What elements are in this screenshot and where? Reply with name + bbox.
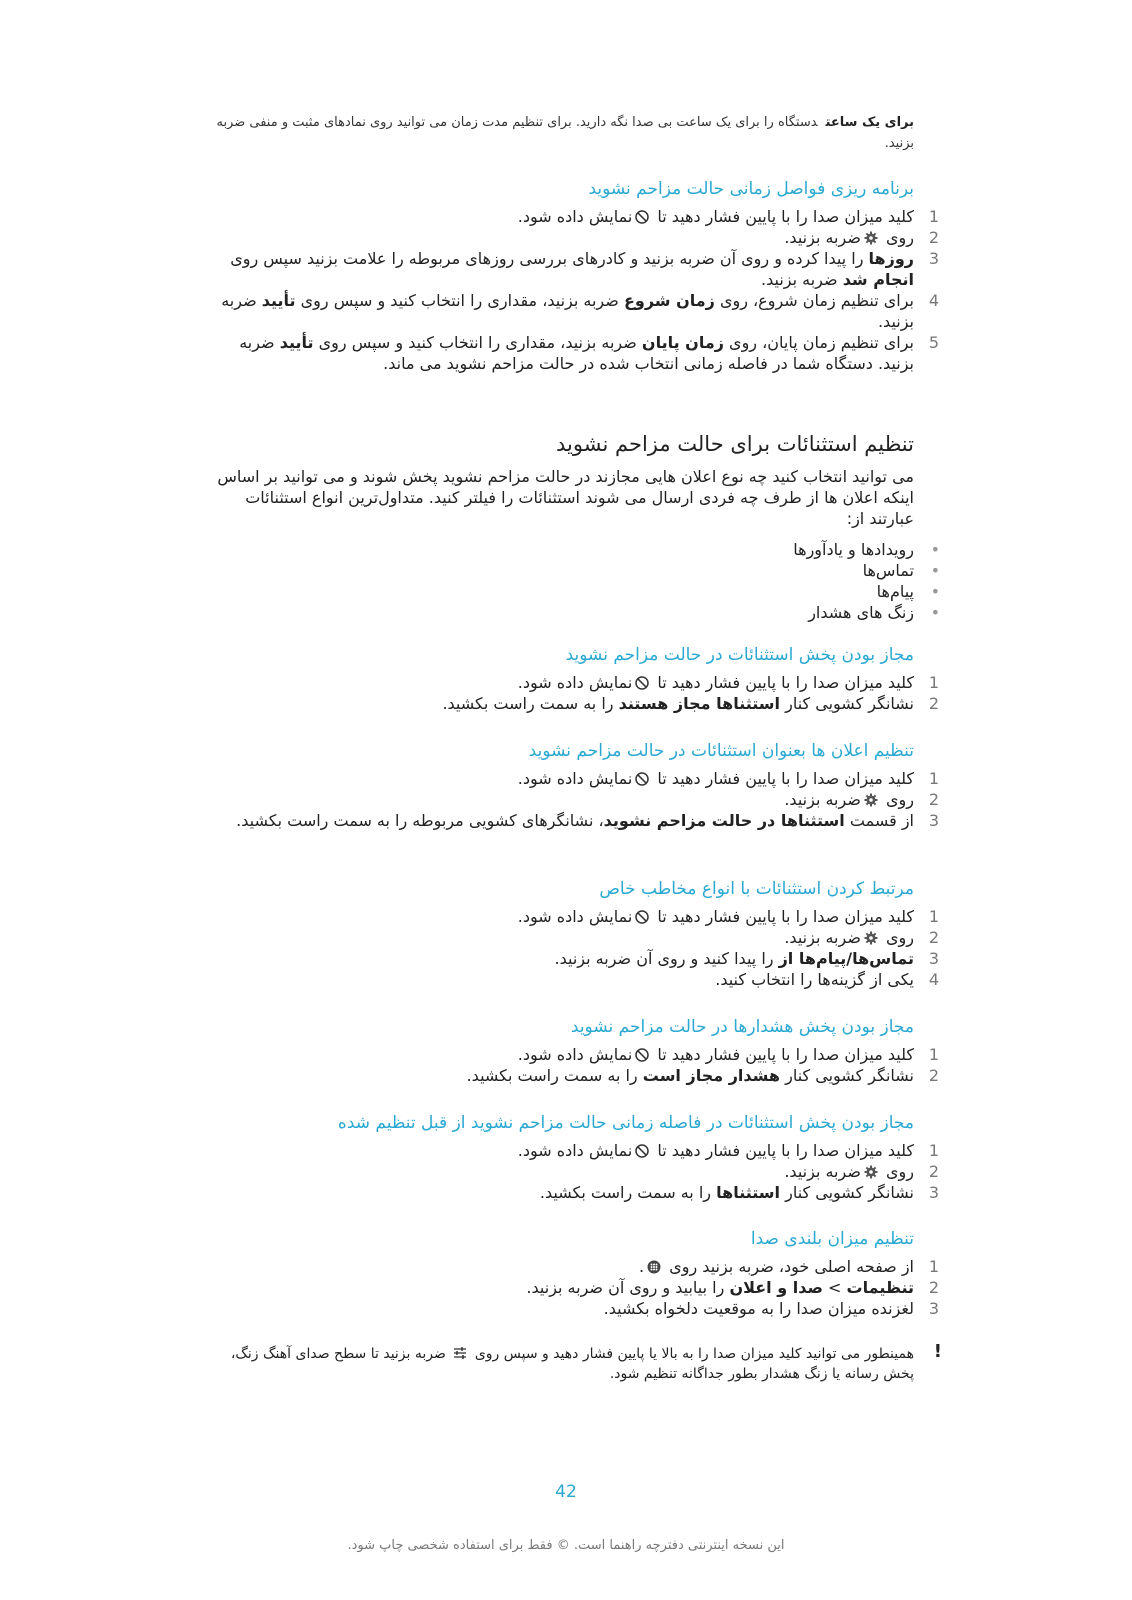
step-text: ضربه بزنید. bbox=[784, 228, 861, 247]
step-number: 2 bbox=[928, 790, 940, 809]
step-bold: زمان شروع bbox=[623, 291, 715, 310]
step-text: نمایش داده شود. bbox=[517, 207, 633, 226]
step bbox=[200, 948, 940, 969]
gear-icon bbox=[864, 1165, 878, 1179]
section-title: مجاز بودن پخش استثنائات در حالت مزاحم نشوید bbox=[565, 645, 914, 665]
apps-grid-icon bbox=[647, 1260, 661, 1274]
step-text: . bbox=[639, 1257, 645, 1276]
step bbox=[200, 693, 940, 714]
step-text: نمایش داده شود. bbox=[517, 907, 633, 926]
step-text: ضربه بزنید. bbox=[784, 1162, 861, 1181]
step-bold: صدا و اعلان bbox=[729, 1278, 823, 1297]
step-number: 1 bbox=[928, 207, 940, 226]
section-title: مجاز بودن پخش استثنائات در فاصله زمانی حالت مزاحم نشوید از قبل تنظیم شده bbox=[337, 1113, 914, 1133]
section-title: مجاز بودن پخش هشدارها در حالت مزاحم نشوید bbox=[570, 1017, 914, 1037]
step-text: نمایش داده شود. bbox=[517, 1045, 633, 1064]
step-text: نمایش داده شود. bbox=[517, 769, 633, 788]
step-number: 1 bbox=[928, 1045, 940, 1064]
section-heading: تنظیم استثنائات برای حالت مزاحم نشوید bbox=[556, 432, 914, 456]
step-text: کلید میزان صدا را با پایین فشار دهید تا bbox=[657, 673, 914, 692]
step bbox=[200, 290, 940, 332]
step-number: 2 bbox=[928, 1162, 940, 1181]
section-title: مرتبط کردن استثنائات با انواع مخاطب خاص bbox=[599, 879, 914, 899]
step-text: نمایش داده شود. bbox=[517, 673, 633, 692]
step-number: 1 bbox=[928, 1141, 940, 1160]
step-text: را به سمت راست بکشید. bbox=[539, 1183, 711, 1202]
step-text: را به سمت راست بکشید. bbox=[442, 694, 614, 713]
steps-list bbox=[200, 1044, 940, 1086]
step bbox=[200, 248, 940, 290]
step-text: را به سمت راست بکشید. bbox=[466, 1066, 638, 1085]
section-notifications-exceptions bbox=[200, 740, 940, 831]
step-text: نشانگر کشویی کنار bbox=[785, 1183, 914, 1202]
list-item: • تماس‌ها bbox=[862, 561, 940, 580]
section-scheduled-exceptions bbox=[200, 1112, 940, 1203]
steps-list bbox=[200, 906, 940, 990]
step-bold: تماس‌ها/پیام‌ها از bbox=[778, 949, 914, 968]
section-volume bbox=[200, 1228, 940, 1319]
note bbox=[200, 1341, 942, 1384]
list-item-text: زنگ های هشدار bbox=[808, 603, 914, 622]
step bbox=[200, 906, 940, 927]
do-not-disturb-icon bbox=[635, 910, 649, 924]
step-text: نشانگر کشویی کنار bbox=[785, 694, 914, 713]
do-not-disturb-icon bbox=[635, 1144, 649, 1158]
step-text: روی bbox=[886, 790, 914, 809]
step bbox=[200, 927, 940, 948]
step-text: کلید میزان صدا را با پایین فشار دهید تا bbox=[657, 1141, 914, 1160]
list-item: • زنگ های هشدار bbox=[808, 603, 940, 622]
warning-icon: ! bbox=[933, 1341, 942, 1362]
step-text: را پیدا کنید و روی آن ضربه بزنید. bbox=[554, 949, 774, 968]
step-bold: هشدار مجاز است bbox=[642, 1066, 781, 1085]
step-text: ضربه بزنید. bbox=[784, 790, 861, 809]
steps-list bbox=[200, 1256, 940, 1319]
step bbox=[200, 768, 940, 789]
step-text: ضربه بزنید، مقداری را انتخاب کنید و سپس روی bbox=[300, 291, 619, 310]
intro-text: دستگاه را برای یک ساعت بی صدا نگه دارید. برای تنظیم مدت زمان می توانید روی نمادهای مثبت و منفی ضربه بزنید. bbox=[216, 115, 914, 151]
step-number: 3 bbox=[928, 1299, 940, 1318]
do-not-disturb-icon bbox=[635, 676, 649, 690]
step-bold: تأیید bbox=[279, 333, 314, 352]
section-schedule bbox=[200, 178, 940, 374]
gear-icon bbox=[864, 793, 878, 807]
step-text: ضربه بزنید. دستگاه شما در فاصله زمانی انتخاب شده در حالت مزاحم نشوید می ماند. bbox=[239, 333, 914, 373]
step bbox=[200, 332, 940, 374]
section-title: تنظیم میزان بلندی صدا bbox=[750, 1229, 914, 1249]
step-text: روی bbox=[886, 228, 914, 247]
list-item-text: پیام‌ها bbox=[876, 582, 914, 601]
step-text: را بیابید و روی آن ضربه بزنید. bbox=[526, 1278, 725, 1297]
step-text: برای تنظیم زمان شروع، روی bbox=[719, 291, 914, 310]
step-number: 1 bbox=[928, 673, 940, 692]
step-number: 3 bbox=[928, 811, 940, 830]
step-text: از صفحه اصلی خود، ضربه بزنید روی bbox=[669, 1257, 914, 1276]
step-number: 2 bbox=[928, 1278, 940, 1297]
step-number: 5 bbox=[928, 333, 940, 352]
do-not-disturb-icon bbox=[635, 210, 649, 224]
step-text: روی bbox=[886, 1162, 914, 1181]
footer-text: این نسخه اینترنتی دفترچه راهنما است. © فقط برای استفاده شخصی چاپ شود. bbox=[347, 1538, 785, 1553]
step-number: 3 bbox=[928, 949, 940, 968]
intro-block bbox=[200, 112, 914, 154]
note-block bbox=[200, 1341, 942, 1384]
note-text: همینطور می توانید کلید میزان صدا را به بالا یا پایین فشار دهید و سپس روی bbox=[474, 1346, 914, 1362]
step-text: ضربه بزنید. bbox=[761, 270, 838, 289]
step-text: نمایش داده شود. bbox=[517, 1141, 633, 1160]
list-item: • رویدادها و یادآورها bbox=[793, 540, 940, 559]
exceptions-list bbox=[200, 539, 940, 623]
step bbox=[200, 1044, 940, 1065]
step-bold: انجام شد bbox=[842, 270, 914, 289]
section-contact-exceptions bbox=[200, 878, 940, 990]
step bbox=[200, 789, 940, 810]
step bbox=[200, 672, 940, 693]
step-text: لغزنده میزان صدا را به موقعیت دلخواه بکشید. bbox=[603, 1299, 914, 1318]
section-allow-alarms bbox=[200, 1016, 940, 1086]
step-number: 1 bbox=[928, 1257, 940, 1276]
step-text: روی bbox=[886, 928, 914, 947]
note-text: ضربه بزنید تا سطح صدای آهنگ زنگ، پخش رسانه یا زنگ هشدار بطور جداگانه تنظیم شود. bbox=[230, 1346, 914, 1382]
equalizer-icon bbox=[453, 1346, 467, 1360]
step bbox=[200, 1277, 940, 1298]
step bbox=[200, 1298, 940, 1319]
step-number: 1 bbox=[928, 769, 940, 788]
do-not-disturb-icon bbox=[635, 772, 649, 786]
gear-icon bbox=[864, 931, 878, 945]
intro-label: برای یک ساعت bbox=[825, 115, 914, 130]
step bbox=[200, 1256, 940, 1277]
step bbox=[200, 1140, 940, 1161]
step-number: 2 bbox=[928, 928, 940, 947]
step bbox=[200, 810, 940, 831]
step-number: 3 bbox=[928, 249, 940, 268]
step bbox=[200, 969, 940, 990]
section-paragraph: می توانید انتخاب کنید چه نوع اعلان هایی مجازند در حالت مزاحم نشوید پخش شوند و می توانید بر اساس اینکه اعلان ها از طرف چه فردی ارسال می شوند استثنائات را فیلتر کنید. متداول‌ترین انواع استثنائات عبارتند از: bbox=[217, 467, 914, 528]
step-number: 2 bbox=[928, 694, 940, 713]
steps-list bbox=[200, 206, 940, 374]
step-text: از قسمت bbox=[849, 811, 914, 830]
do-not-disturb-icon bbox=[635, 1048, 649, 1062]
page-content bbox=[200, 0, 942, 1600]
step-text: کلید میزان صدا را با پایین فشار دهید تا bbox=[657, 207, 914, 226]
step-number: 3 bbox=[928, 1183, 940, 1202]
step-number: 2 bbox=[928, 228, 940, 247]
step bbox=[200, 227, 940, 248]
step-separator: > bbox=[828, 1278, 842, 1297]
step-bold: تأیید bbox=[261, 291, 296, 310]
page-number: 42 bbox=[555, 1482, 577, 1502]
step-text: برای تنظیم زمان پایان، روی bbox=[729, 333, 914, 352]
step-number: 4 bbox=[928, 970, 940, 989]
step-text: یکی از گزینه‌ها را انتخاب کنید. bbox=[715, 970, 914, 989]
list-item-text: رویدادها و یادآورها bbox=[793, 540, 914, 559]
section-exceptions bbox=[200, 430, 940, 623]
step-bold: زمان پایان bbox=[641, 333, 724, 352]
step-text: کلید میزان صدا را با پایین فشار دهید تا bbox=[657, 907, 914, 926]
step-bold: استثناها در حالت مزاحم نشوید bbox=[603, 811, 845, 830]
step-bold: استثناها مجاز هستند bbox=[618, 694, 781, 713]
step-number: 2 bbox=[928, 1066, 940, 1085]
section-title: برنامه ریزی فواصل زمانی حالت مزاحم نشوید bbox=[588, 179, 914, 199]
step-text: ضربه بزنید. bbox=[221, 291, 914, 331]
section-allow-exceptions bbox=[200, 644, 940, 714]
steps-list bbox=[200, 672, 940, 714]
step-text: ضربه بزنید، مقداری را انتخاب کنید و سپس روی bbox=[318, 333, 637, 352]
step-text: ، نشانگرهای کشویی مربوطه را به سمت راست بکشید. bbox=[236, 811, 604, 830]
section-title: تنظیم اعلان ها بعنوان استثنائات در حالت مزاحم نشوید bbox=[528, 741, 914, 761]
step-number: 1 bbox=[928, 907, 940, 926]
step-bold: روزها bbox=[868, 249, 914, 268]
step-text: نشانگر کشویی کنار bbox=[785, 1066, 914, 1085]
step bbox=[200, 1065, 940, 1086]
step-number: 4 bbox=[928, 291, 940, 310]
step-text: کلید میزان صدا را با پایین فشار دهید تا bbox=[657, 1045, 914, 1064]
step-text: ضربه بزنید. bbox=[784, 928, 861, 947]
steps-list bbox=[200, 1140, 940, 1203]
list-item: • پیام‌ها bbox=[876, 582, 940, 601]
step bbox=[200, 1182, 940, 1203]
gear-icon bbox=[864, 231, 878, 245]
step-bold: تنظیمات bbox=[846, 1278, 914, 1297]
steps-list bbox=[200, 768, 940, 831]
step bbox=[200, 206, 940, 227]
step-bold: استثناها bbox=[716, 1183, 781, 1202]
list-item-text: تماس‌ها bbox=[862, 561, 914, 580]
step-text: کلید میزان صدا را با پایین فشار دهید تا bbox=[657, 769, 914, 788]
step bbox=[200, 1161, 940, 1182]
step-text: را پیدا کرده و روی آن ضربه بزنید و کادرهای بررسی روزهای مربوطه را علامت بزنید سپس روی bbox=[230, 249, 864, 268]
